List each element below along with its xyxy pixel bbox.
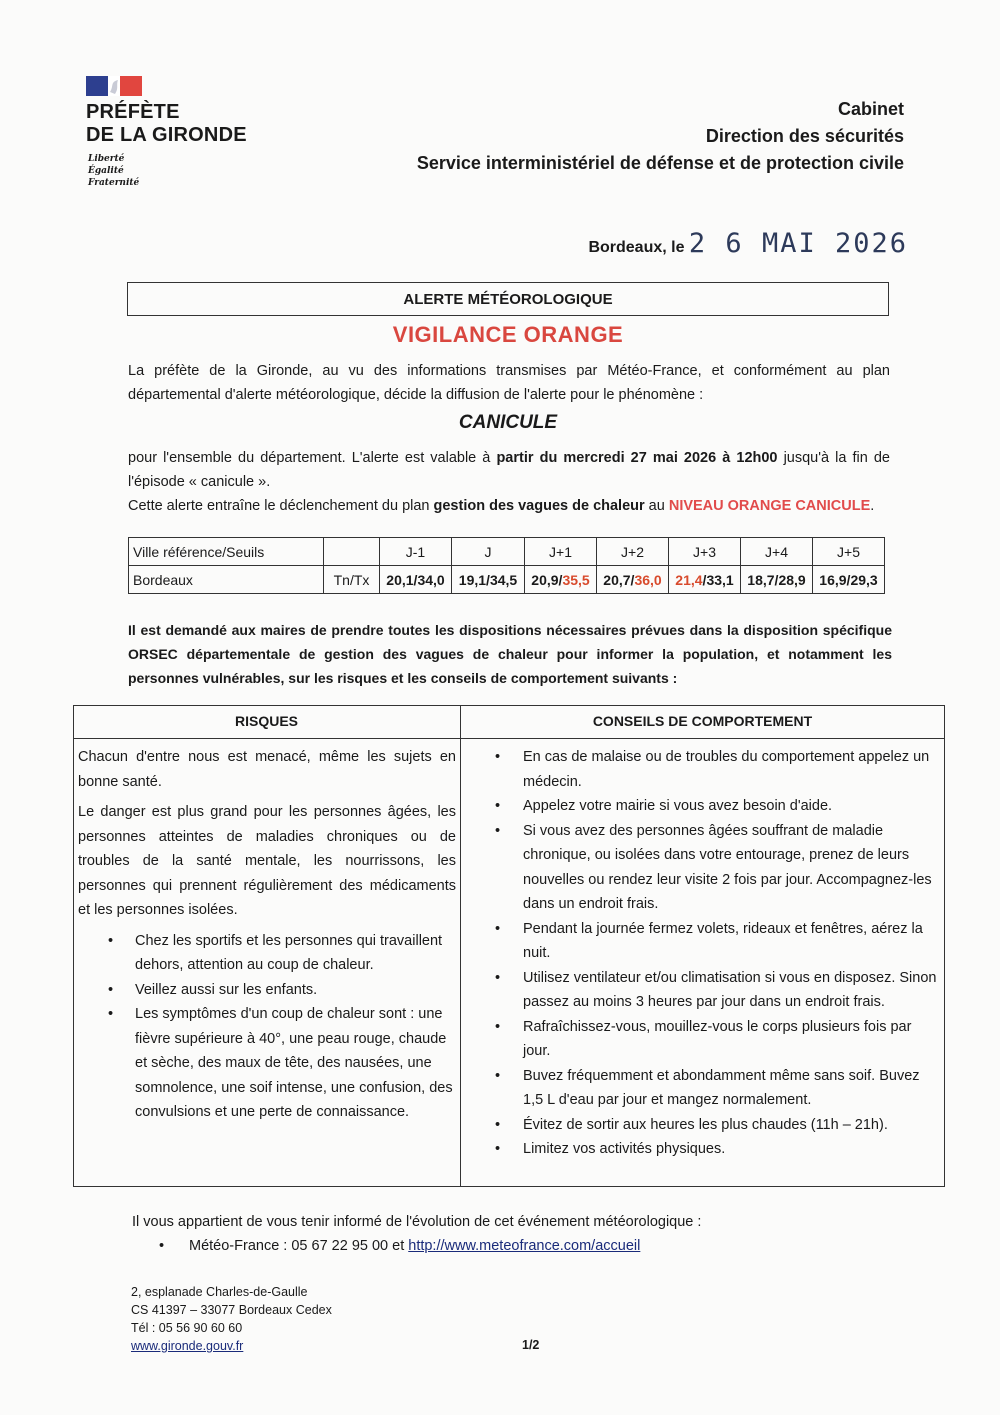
date-stamp: 2 6 MAI 2026 <box>688 228 908 259</box>
advice-bullet-text: Appelez votre mairie si vous avez besoin d'aide. <box>523 798 833 814</box>
phenomenon-title: CANICULE <box>458 412 558 433</box>
list-item: • Si vous avez des personnes âgées souffrant de maladie chronique, ou isolées dans votre entourage, prenez de leurs nouvelles ou rendez leur visite 2 fois par jour. Accompagnez-les dans un endroit frais. <box>495 822 932 912</box>
validity-text: pour l'ensemble du département. L'alerte est valable à <box>128 450 497 466</box>
validity-date: partir du mercredi 27 mai 2026 à 12h00 <box>496 450 778 466</box>
alert-intro: La préfète de la Gironde, au vu des informations transmises par Météo-France, et conformément au plan départemental d'alerte météorologique, décide la diffusion de l'alerte pour le phénomène : <box>128 363 890 403</box>
motto-fraternite: Fraternité <box>88 178 140 188</box>
risks-column <box>78 745 456 1125</box>
address-line2: CS 41397 – 33077 Bordeaux Cedex <box>131 1303 332 1317</box>
mayors-request: Il est demandé aux maires de prendre toutes les dispositions nécessaires prévues dans la disposition spécifique ORSEC départementale de gestion des vagues de chaleur pour informer la population, et notamment les personnes vulnérables, sur les risques et les conseils de comportement suivants : <box>128 622 892 686</box>
motto-egalite: Égalité <box>88 166 124 176</box>
footer-address <box>131 1283 332 1355</box>
advice-bullet-text: En cas de malaise ou de troubles du comportement appelez un médecin. <box>523 749 930 790</box>
threshold-header-row <box>129 538 885 566</box>
list-item: • Pendant la journée fermez volets, rideaux et fenêtres, aérez la nuit. <box>495 920 923 961</box>
dateline-place: Bordeaux, le <box>588 239 685 256</box>
list-item: • Appelez votre mairie si vous avez besoin d'aide. <box>495 798 833 814</box>
tx-value: 35,5 <box>562 571 590 588</box>
list-item: • Utilisez ventilateur et/ou climatisation si vous en disposez. Sinon passez au moins 3 heures par jour dans un endroit frais. <box>495 969 937 1010</box>
threshold-cell: 20,1/34,0 <box>380 566 452 594</box>
plan-text: Cette alerte entraîne le déclenchement du plan <box>128 498 434 514</box>
advice-heading: CONSEILS DE COMPORTEMENT <box>592 713 813 729</box>
day-header: J+2 <box>597 538 669 566</box>
day-header: J+3 <box>669 538 741 566</box>
threshold-cell: 16,9/29,3 <box>813 566 885 594</box>
risks-paragraph: Le danger est plus grand pour les personnes âgées, les personnes atteintes de maladies chroniques ou de troubles de la santé mentale, les nourrissons, les personnes qui prennent régulièrement des médicaments et les personnes isolées. <box>78 804 456 918</box>
tn-value: 20,9 <box>531 571 559 588</box>
day-header: J-1 <box>380 538 452 566</box>
vigilance-level: VIGILANCE ORANGE <box>392 322 624 347</box>
list-item: • Les symptômes d'un coup de chaleur sont : une fièvre supérieure à 40°, une peau rouge, chaude et sèche, des maux de tête, des nausées, une somnolence, une soif intense, une confusion, des convulsions et une perte de connaissance. <box>108 1006 453 1120</box>
day-header: J+1 <box>525 538 597 566</box>
issuing-service <box>417 96 904 177</box>
motto-liberte: Liberté <box>88 154 125 164</box>
risks-list <box>78 929 456 1125</box>
day-header: J+5 <box>813 538 885 566</box>
tx-value: 28,9 <box>778 571 806 588</box>
tx-value: 36,0 <box>634 571 662 588</box>
cabinet-label: Cabinet <box>837 99 904 119</box>
tx-value: 34,5 <box>489 571 518 588</box>
tn-value: 20,7 <box>603 571 631 588</box>
info-section <box>132 1210 701 1258</box>
info-intro: Il vous appartient de vous tenir informé de l'évolution de cet événement météorologique : <box>132 1214 702 1230</box>
advice-bullet-text: Pendant la journée fermez volets, rideaux et fenêtres, aérez la nuit. <box>523 920 923 961</box>
threshold-table <box>128 537 885 594</box>
day-header: J <box>452 538 525 566</box>
threshold-cell: 19,1/34,5 <box>452 566 525 594</box>
prefecture-line2: DE LA GIRONDE <box>86 124 247 146</box>
direction-label: Direction des sécurités <box>705 126 904 146</box>
alert-title: ALERTE MÉTÉOROLOGIQUE <box>403 291 613 308</box>
risks-heading: RISQUES <box>234 713 298 729</box>
list-item: • Limitez vos activités physiques. <box>495 1141 726 1157</box>
website-link[interactable]: www.gironde.gouv.fr <box>131 1339 244 1353</box>
tn-value: 21,4 <box>675 571 703 588</box>
tn-value: 20,1 <box>386 571 414 588</box>
risk-bullet-text: Les symptômes d'un coup de chaleur sont : une fièvre supérieure à 40°, une peau rouge, chaude et sèche, des maux de tête, des nausées, une somnolence, une soif intense, une confusion, des convulsions et une perte de connaissance. <box>135 1006 453 1120</box>
meteo-link[interactable]: http://www.meteofrance.com/accueil <box>408 1238 641 1254</box>
list-item: • En cas de malaise ou de troubles du comportement appelez un médecin. <box>495 749 930 790</box>
advice-bullet-text: Évitez de sortir aux heures les plus chaudes (11h – 21h). <box>523 1116 888 1133</box>
marianne-logo <box>86 76 142 96</box>
meteo-contact-label: Météo-France : 05 67 22 95 00 et <box>189 1238 409 1254</box>
threshold-header-empty <box>324 538 380 566</box>
threshold-cell: 21,4/33,1 <box>669 566 741 594</box>
risk-bullet-text: Chez les sportifs et les personnes qui travaillent dehors, attention au coup de chaleur. <box>135 932 443 973</box>
risks-paragraph: Chacun d'entre nous est menacé, même les sujets en bonne santé. <box>78 749 456 790</box>
list-item: • Veillez aussi sur les enfants. <box>108 981 318 998</box>
threshold-city-row <box>129 566 885 594</box>
advice-bullet-text: Buvez fréquemment et abondamment même sans soif. Buvez 1,5 L d'eau par jour et mangez normalement. <box>523 1067 920 1108</box>
advice-bullet-text: Si vous avez des personnes âgées souffrant de maladie chronique, ou isolées dans votre entourage, prenez de leurs nouvelles ou rendez leur visite 2 fois par jour. Accompagnez-les dans un endroit frais. <box>523 822 932 912</box>
prefecture-name <box>86 101 247 147</box>
tn-value: 16,9 <box>819 571 847 588</box>
plan-end: . <box>870 498 875 514</box>
table-column-divider <box>460 705 461 1187</box>
validity-end: jusqu'à la fin de l'épisode « canicule ». <box>128 450 890 490</box>
list-item: • Chez les sportifs et les personnes qui travaillent dehors, attention au coup de chaleur. <box>108 932 443 973</box>
page-number: 1/2 <box>522 1338 540 1352</box>
advice-bullet-text: Limitez vos activités physiques. <box>523 1141 726 1157</box>
plan-name: gestion des vagues de chaleur <box>433 498 645 514</box>
plan-activation <box>128 494 890 518</box>
footer-phone: Tél : 05 56 90 60 60 <box>131 1321 243 1335</box>
address-line1: 2, esplanade Charles-de-Gaulle <box>131 1285 308 1299</box>
list-item: • Rafraîchissez-vous, mouillez-vous le corps plusieurs fois par jour. <box>495 1018 912 1059</box>
day-header: J+4 <box>741 538 813 566</box>
service-label: Service interministériel de défense et de protection civile <box>416 153 904 173</box>
city-name: Bordeaux <box>129 566 324 594</box>
advice-column <box>495 745 941 1162</box>
plan-mid: au <box>644 498 669 514</box>
table-header-divider <box>73 738 945 739</box>
dateline <box>588 228 908 259</box>
tn-value: 18,7 <box>747 571 775 588</box>
list-item: • Évitez de sortir aux heures les plus chaudes (11h – 21h). <box>495 1116 888 1133</box>
prefecture-line1: PRÉFÈTE <box>86 101 180 123</box>
list-item: • Buvez fréquemment et abondamment même sans soif. Buvez 1,5 L d'eau par jour et mangez normalement. <box>495 1067 920 1108</box>
advice-bullet-text: Utilisez ventilateur et/ou climatisation si vous en disposez. Sinon passez au moins 3 heures par jour dans un endroit frais. <box>523 969 937 1010</box>
measure-label: Tn/Tx <box>324 566 380 594</box>
tx-value: 34,0 <box>417 571 445 588</box>
republic-motto <box>88 153 139 189</box>
risk-bullet-text: Veillez aussi sur les enfants. <box>135 981 318 998</box>
tx-value: 29,3 <box>850 571 878 588</box>
alert-validity <box>128 446 890 494</box>
threshold-header-label: Ville référence/Seuils <box>129 538 324 566</box>
threshold-cell: 20,7/36,0 <box>597 566 669 594</box>
threshold-cell: 18,7/28,9 <box>741 566 813 594</box>
plan-level: NIVEAU ORANGE CANICULE <box>668 498 871 514</box>
tn-value: 19,1 <box>458 571 487 588</box>
tx-value: 33,1 <box>706 571 734 588</box>
advice-bullet-text: Rafraîchissez-vous, mouillez-vous le corps plusieurs fois par jour. <box>523 1018 912 1059</box>
advice-list <box>495 745 941 1162</box>
meteo-contact: • Météo-France : 05 67 22 95 00 et http://www.meteofrance.com/accueil <box>159 1238 641 1254</box>
threshold-cell: 20,9/35,5 <box>525 566 597 594</box>
